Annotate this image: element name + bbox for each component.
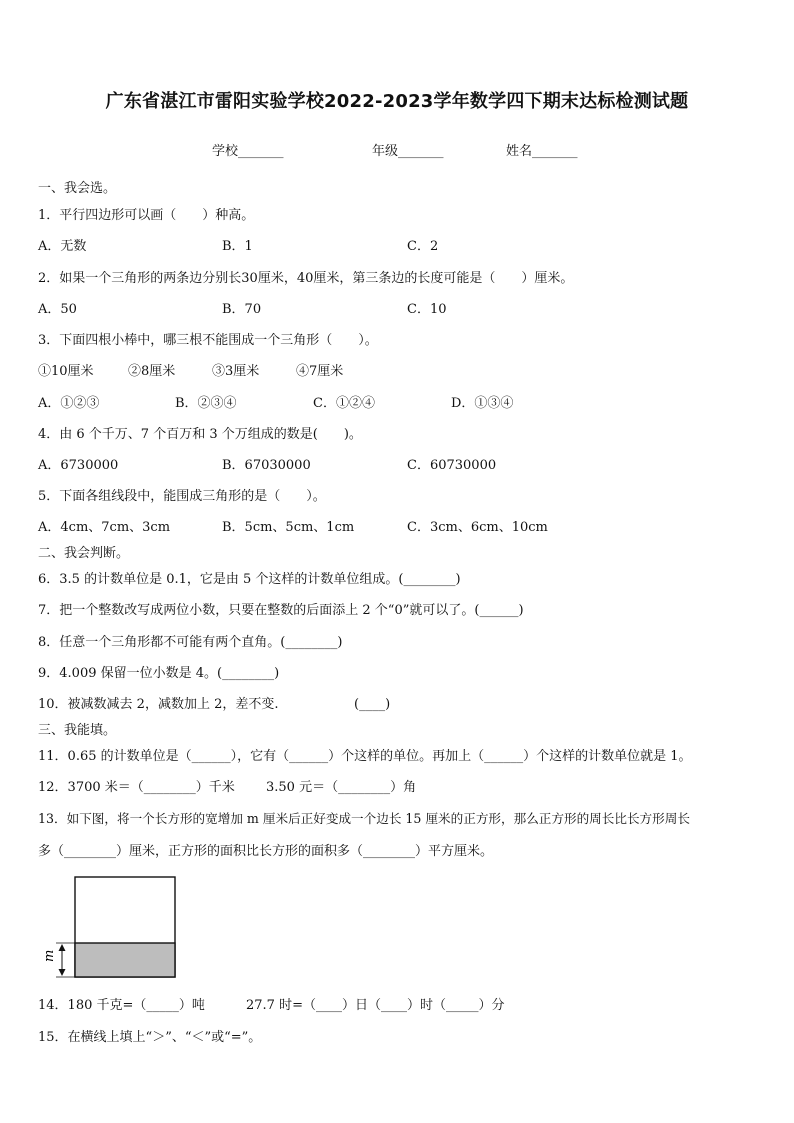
q4-option-b[interactable]: B．67030000 [222,458,311,473]
q1-option-b[interactable]: B．1 [222,239,253,254]
q2-option-b[interactable]: B．70 [222,302,262,317]
school-field[interactable]: 学校_______ [212,144,284,159]
section-heading: 一、我会选。 [38,181,117,196]
square-figure [40,870,190,985]
question-14-left: 14．180 千克=（_____）吨 [38,998,205,1013]
q10-answer-blank[interactable]: (____) [354,697,391,712]
question-8: 8．任意一个三角形都不可能有两个直角。(________) [38,635,343,650]
question-13-line2: 多（________）厘米，正方形的面积比长方形的面积多（________）平方厘米。 [38,844,494,859]
page-title: 广东省湛江市雷阳实验学校2022-2023学年数学四下期末达标检测试题 [105,91,689,112]
q5-option-c[interactable]: C．3cm、6cm、10cm [407,520,548,535]
q3-option-b[interactable]: B．②③④ [175,396,237,411]
q4-option-c[interactable]: C．60730000 [407,458,497,473]
section-heading: 三、我能填。 [38,723,117,738]
question-3: 3．下面四根小棒中，哪三根不能围成一个三角形（ ）。 [38,333,378,348]
question-15: 15．在横线上填上“＞”、“＜”或“=”。 [38,1030,262,1045]
m-arrow-head-bottom [59,969,66,976]
stick-3: ③3厘米 [212,364,260,379]
m-arrow-head-top [59,944,66,951]
q3-option-a[interactable]: A．①②③ [38,396,100,411]
q1-option-a[interactable]: A．无数 [38,239,87,254]
section-heading: 二、我会判断。 [38,546,130,561]
m-label: m [42,949,57,962]
q1-option-c[interactable]: C．2 [407,239,439,254]
question-7: 7．把一个整数改写成两位小数，只要在整数的后面添上 2 个“0”就可以了。(______) [38,603,524,618]
question-2: 2．如果一个三角形的两条边分别长30厘米，40厘米，第三条边的长度可能是（ ）厘米。 [38,271,574,286]
question-4: 4．由 6 个千万、7 个百万和 3 个万组成的数是( )。 [38,427,362,442]
question-13-line1: 13．如下图，将一个长方形的宽增加 m 厘米后正好变成一个边长 15 厘米的正方形，那么正方形的周长比长方形周长 [38,811,690,826]
question-5: 5．下面各组线段中，能围成三角形的是（ ）。 [38,489,326,504]
question-10: 10．被减数减去 2，减数加上 2，差不变. [38,697,279,712]
q3-option-c[interactable]: C．①②④ [313,396,375,411]
question-14-right: 27.7 时=（____）日（____）时（_____）分 [246,998,505,1013]
q3-option-d[interactable]: D．①③④ [451,396,514,411]
grade-field[interactable]: 年级_______ [372,144,444,159]
q2-option-a[interactable]: A．50 [38,302,77,317]
stick-1: ①10厘米 [38,364,94,379]
question-12-right: 3.50 元＝（________）角 [266,780,417,795]
q5-option-a[interactable]: A．4cm、7cm、3cm [38,520,171,535]
question-12-left: 12．3700 米＝（________）千米 [38,780,235,795]
rectangle-shaded [75,943,175,977]
q2-option-c[interactable]: C．10 [407,302,447,317]
q5-option-b[interactable]: B．5cm、5cm、1cm [222,520,355,535]
stick-4: ④7厘米 [296,364,344,379]
q4-option-a[interactable]: A．6730000 [38,458,119,473]
question-6: 6．3.5 的计数单位是 0.1，它是由 5 个这样的计数单位组成。(________) [38,572,461,587]
question-9: 9．4.009 保留一位小数是 4。(________) [38,666,280,681]
name-field[interactable]: 姓名_______ [506,144,578,159]
question-1: 1．平行四边形可以画（ ）种高。 [38,208,255,223]
stick-2: ②8厘米 [128,364,176,379]
question-11: 11．0.65 的计数单位是（______），它有（______）个这样的单位。再加上（______）个这样的计数单位就是 1。 [38,749,692,764]
